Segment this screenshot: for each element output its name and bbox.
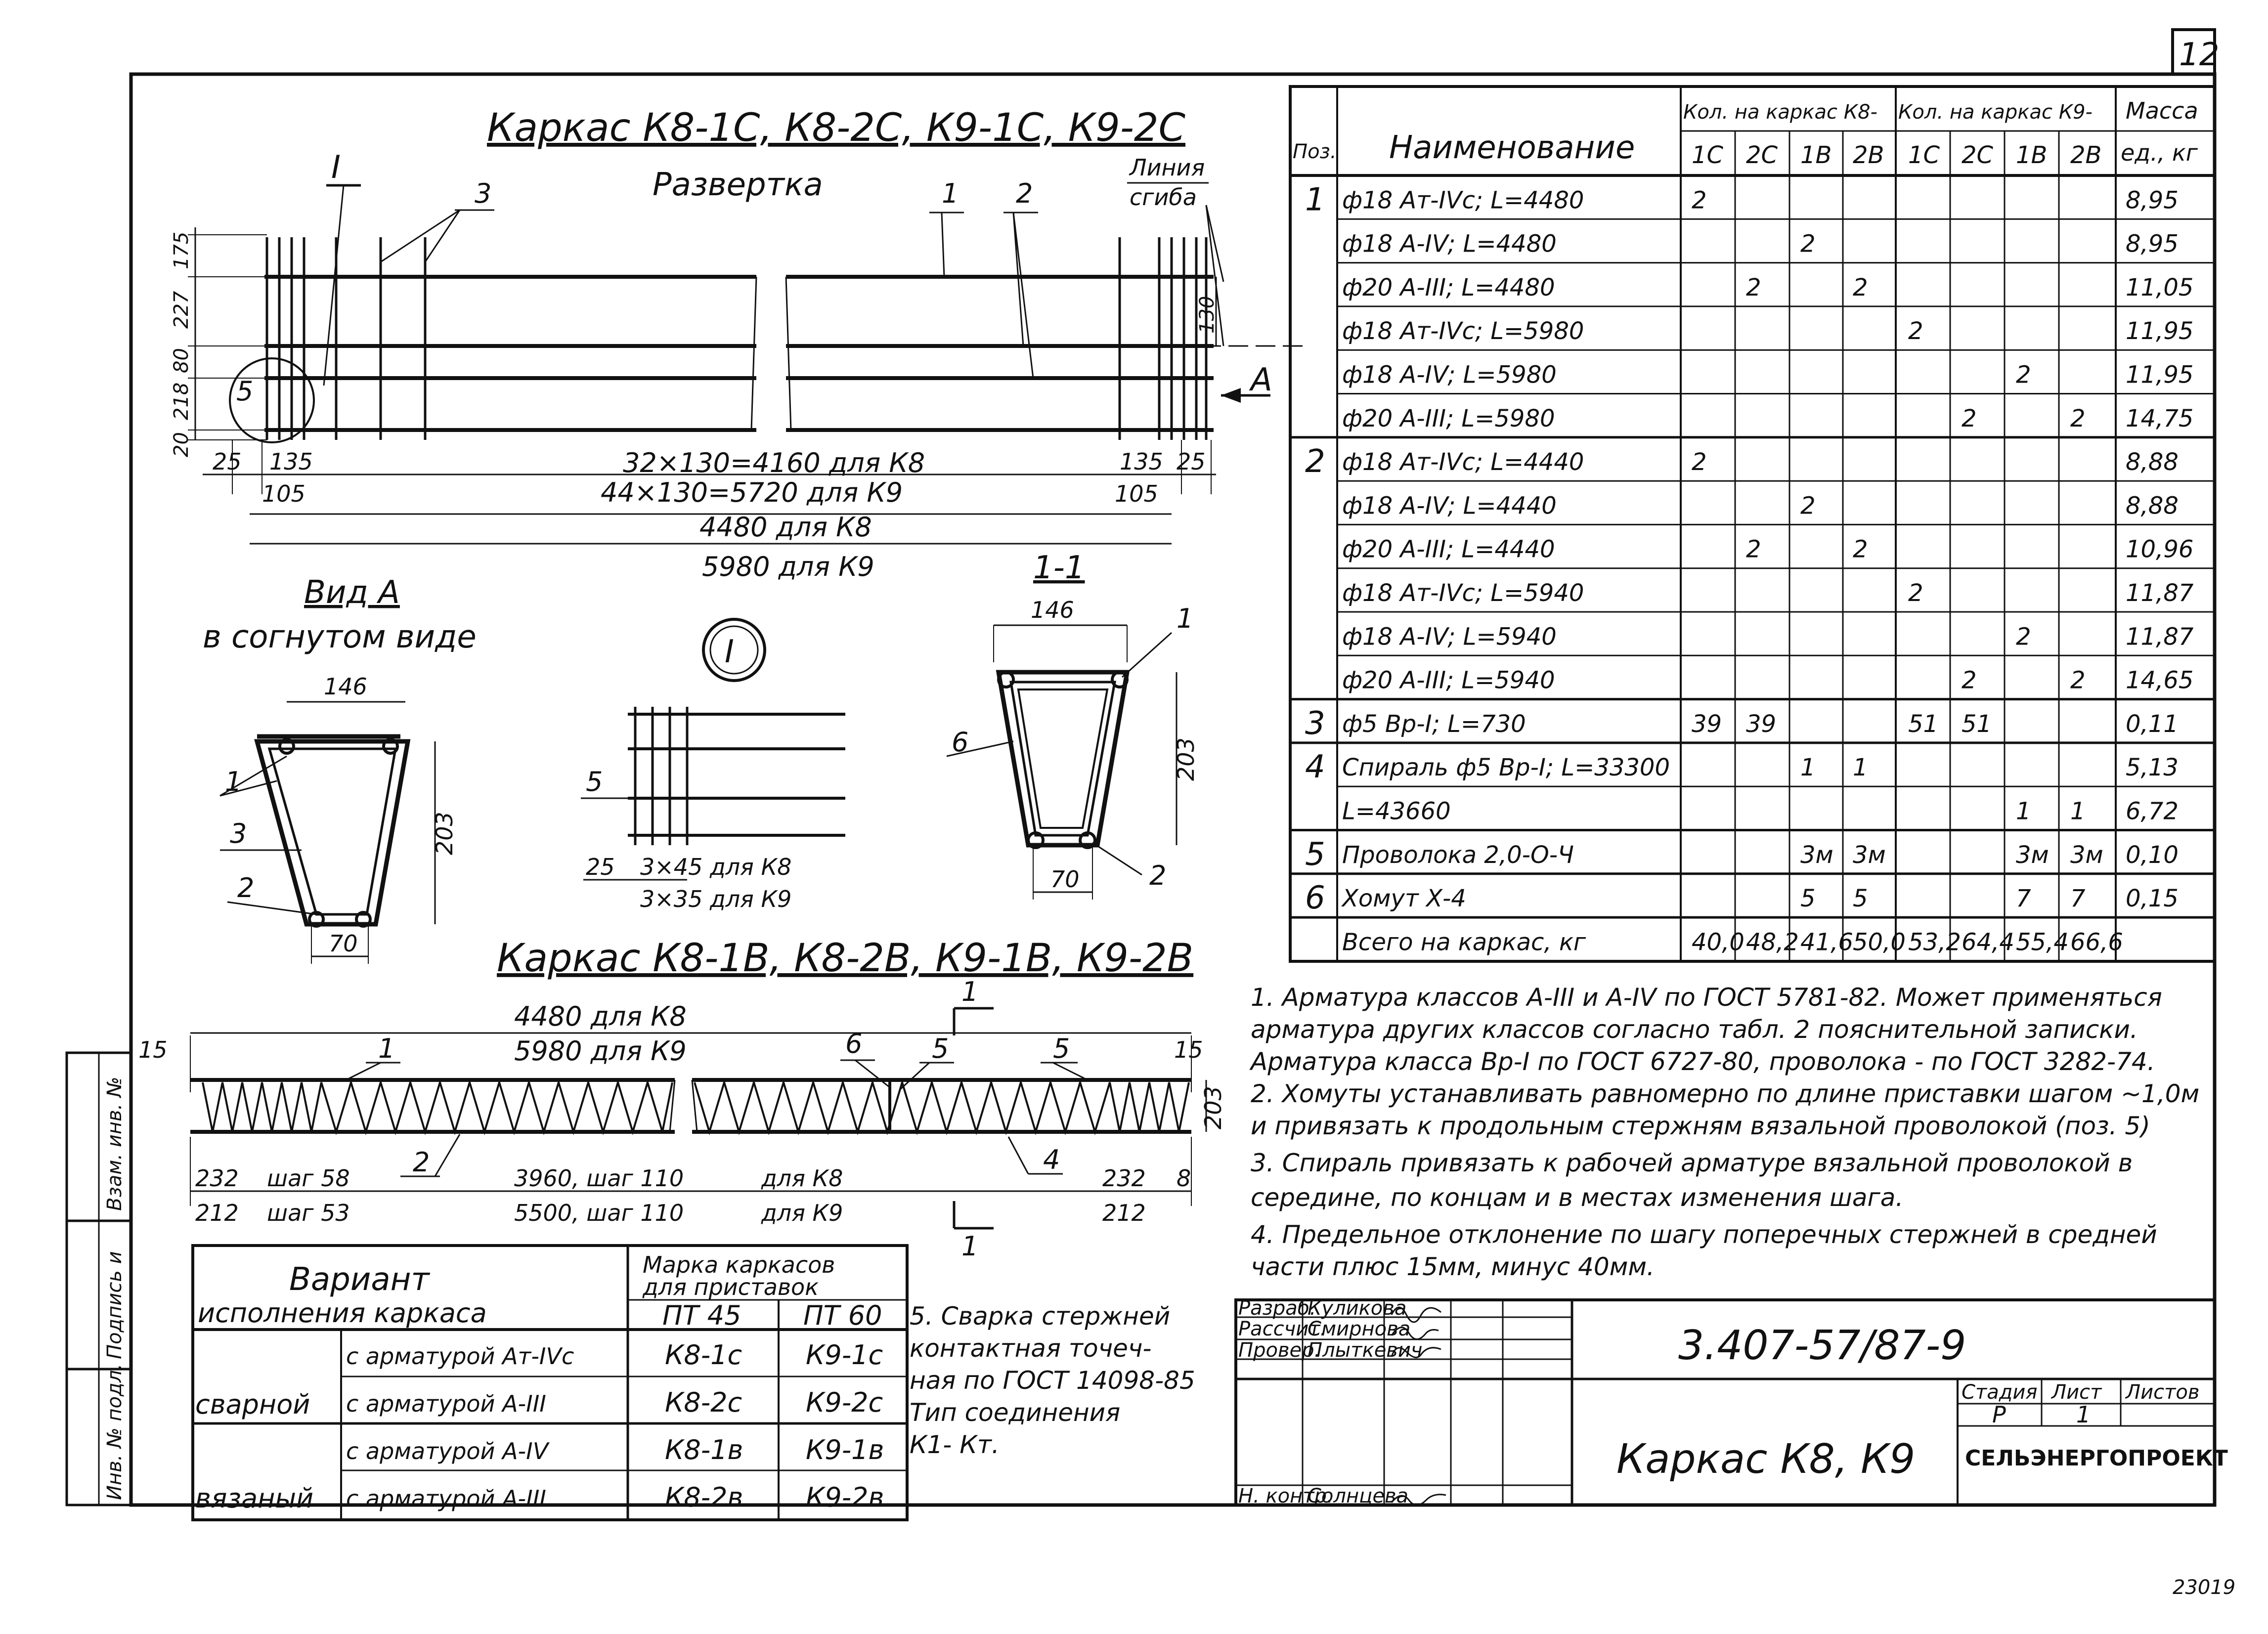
spiral-dim-8: 8 — [1177, 1165, 1191, 1192]
spec-pos: 4 — [1305, 749, 1325, 786]
variant-pt45: К8-1в — [665, 1434, 743, 1465]
spiral-label-5b: 5 — [1053, 1033, 1070, 1064]
dim-175: 175 — [170, 231, 193, 269]
spec-subheader: 1В — [2016, 141, 2048, 169]
variants-h-mark-1: Марка каркасов — [643, 1251, 835, 1278]
spec-qty: 2 — [2016, 623, 2031, 651]
variants-h-variant-2: исполнения каркаса — [198, 1297, 487, 1329]
spec-qty: 3м — [1800, 841, 1833, 869]
weld-line-5: К1- Кт. — [910, 1430, 1000, 1459]
margin-repl: Взам. инв. № — [103, 1076, 126, 1211]
spec-pos: 1 — [1305, 181, 1325, 218]
note-line-1: 1. Арматура классов А-III и А-IV по ГОСТ 5781-82. Может применяться — [1251, 983, 2162, 1012]
spec-mass: 8,88 — [2126, 448, 2179, 476]
bend-line-label-2: сгиба — [1130, 184, 1197, 211]
doc-title: Каркас К8, К9 — [1616, 1436, 1916, 1483]
len-k9: 5980 для К9 — [702, 551, 874, 582]
spec-name: ф18 А-IV; L=4480 — [1342, 230, 1557, 258]
leader-3: 3 — [475, 178, 492, 209]
variants-h-mark-2: для приставок — [643, 1274, 819, 1300]
variant-pt60: К9-2в — [806, 1482, 884, 1513]
spec-qty: 2 — [1962, 666, 1977, 694]
span-k8: 32×130=4160 для К8 — [623, 447, 925, 478]
notes — [1249, 983, 2199, 1281]
spec-qty: 2 — [1908, 579, 1923, 607]
dim-227: 227 — [170, 291, 193, 329]
leader-2: 2 — [1016, 178, 1033, 209]
spec-qty: 41,6 — [1800, 928, 1853, 956]
spec-qty: 51 — [1908, 710, 1939, 738]
dim-105-left: 105 — [262, 480, 305, 507]
spec-subheader: 2В — [1853, 141, 1884, 169]
variant-pt45: К8-2с — [665, 1387, 742, 1418]
spec-qty: 5 — [1800, 885, 1816, 913]
spec-name: ф20 А-III; L=5940 — [1342, 666, 1555, 694]
spec-qty: 64,4 — [1962, 928, 2014, 956]
dim-218: 218 — [170, 382, 193, 420]
stamp-role-2: Рассчит. — [1238, 1318, 1327, 1340]
view-a-dim-height: 203 — [431, 812, 458, 855]
dim-25-left: 25 — [213, 448, 242, 475]
spec-name: ф18 А-IV; L=4440 — [1342, 492, 1557, 520]
view-a-dim-top: 146 — [324, 673, 367, 700]
spiral-label-2: 2 — [413, 1147, 430, 1178]
section-11-label-6: 6 — [952, 727, 969, 758]
note-line-4: 2. Хомуты устанавливать равномерно по длине приставки шагом ~1,0м — [1251, 1079, 2200, 1108]
spec-qty: 5 — [1853, 885, 1868, 913]
stamp-role-3: Провер. — [1238, 1339, 1321, 1362]
spiral-row1-left: 232 — [195, 1165, 239, 1192]
variants-h-variant-1: Вариант — [289, 1261, 430, 1298]
spec-qty: 2 — [1746, 273, 1761, 301]
spec-pos: 2 — [1305, 443, 1325, 480]
spec-name: ф18 А-IV; L=5940 — [1342, 623, 1557, 651]
spiral-label-4: 4 — [1043, 1144, 1060, 1175]
note-line-7: середине, по концам и в местах изменения шага. — [1251, 1183, 1904, 1212]
spec-name: Хомут Х-4 — [1342, 885, 1466, 913]
spiral-row1-for: для К8 — [761, 1165, 843, 1192]
spec-name: Спираль ф5 Вр-I; L=33300 — [1342, 754, 1670, 782]
note-line-8: 4. Предельное отклонение по шагу поперечных стержней в средней — [1251, 1220, 2157, 1249]
spec-qty: 55,4 — [2016, 928, 2069, 956]
variants-h-pt60: ПТ 60 — [803, 1300, 882, 1331]
note-line-5: и привязать к продольным стержням вязальной проволокой (поз. 5) — [1251, 1112, 2150, 1140]
spec-row — [1342, 928, 2123, 956]
spiral-row2-right: 212 — [1102, 1200, 1146, 1226]
spec-subheader: 2В — [2070, 141, 2102, 169]
spec-qty: 3м — [2016, 841, 2049, 869]
node-I-label-5: 5 — [586, 766, 603, 797]
dim-130: 130 — [1196, 296, 1219, 334]
dim-105-right: 105 — [1115, 480, 1158, 507]
circle-5-label: 5 — [236, 376, 254, 407]
stamp-name-1: Куликова — [1308, 1297, 1407, 1320]
spec-qty: 2 — [1800, 230, 1816, 258]
variant-pt45: К8-1с — [665, 1339, 742, 1371]
span-k9: 44×130=5720 для К9 — [601, 477, 903, 508]
spec-mass: 0,15 — [2126, 885, 2179, 913]
spec-mass: 11,95 — [2126, 317, 2194, 345]
footer-number: 23019 — [2173, 1576, 2236, 1599]
stamp-sheets-h: Листов — [2126, 1381, 2200, 1404]
variant-type: с арматурой А-IV — [346, 1438, 549, 1464]
spec-mass: 6,72 — [2126, 797, 2179, 825]
spec-qty: 1 — [2016, 797, 2031, 825]
spec-qty: 66,6 — [2070, 928, 2123, 956]
weld-line-1: 5. Сварка стержней — [910, 1302, 1171, 1331]
spec-qty: 48,2 — [1746, 928, 1799, 956]
spiral-row1-mid: 3960, шаг 110 — [514, 1165, 684, 1192]
spiral-len-k9: 5980 для К9 — [514, 1035, 687, 1067]
spec-name: Проволока 2,0-О-Ч — [1342, 841, 1574, 869]
spiral-cut-mark-bottom: 1 — [961, 1231, 979, 1262]
spec-qty: 2 — [1962, 404, 1977, 432]
node-I-label: I — [725, 634, 734, 670]
spec-qty: 40,0 — [1692, 928, 1745, 956]
variant-type: с арматурой А-III — [346, 1390, 546, 1417]
section-11-label-2: 2 — [1149, 860, 1167, 891]
spec-subheader: 1С — [1908, 141, 1940, 169]
spec-qty: 3м — [2070, 841, 2103, 869]
sheet-number: 12 — [2179, 37, 2220, 73]
spec-mass: 11,95 — [2126, 361, 2194, 389]
spiral-row2-for: для К9 — [761, 1200, 843, 1226]
dim-25-right: 25 — [1177, 448, 1206, 475]
spec-subheader: 2С — [1962, 141, 1994, 169]
spec-pos: 6 — [1305, 880, 1325, 917]
spec-name: ф18 Ат-IVс; L=4440 — [1342, 448, 1584, 476]
spec-mass: 8,95 — [2126, 230, 2179, 258]
spiral-label-1: 1 — [378, 1033, 395, 1064]
spec-name: ф18 Ат-IVс; L=5940 — [1342, 579, 1584, 607]
spec-subheader: 1С — [1692, 141, 1724, 169]
view-a-title: Вид А — [304, 574, 400, 611]
spec-name: ф18 А-IV; L=5980 — [1342, 361, 1557, 389]
stamp-role-1: Разраб. — [1238, 1297, 1316, 1320]
variant-pt60: К9-1в — [806, 1434, 884, 1465]
view-a-label-3: 3 — [230, 818, 247, 849]
spec-qty: 2 — [2070, 666, 2086, 694]
spec-qty: 2 — [1908, 317, 1923, 345]
len-k8: 4480 для К8 — [699, 512, 872, 543]
stamp-name-2: Смирнова — [1308, 1318, 1411, 1340]
stamp-name-4: Солнцева — [1308, 1485, 1409, 1507]
stamp-sheet: 1 — [2076, 1401, 2091, 1428]
spec-qty: 7 — [2016, 885, 2031, 913]
spec-qty: 1 — [1853, 754, 1868, 782]
spec-qty: 39 — [1692, 710, 1722, 738]
view-a-label-2: 2 — [237, 872, 255, 903]
spec-mass: 5,13 — [2126, 754, 2179, 782]
spec-mass: 0,11 — [2126, 710, 2179, 738]
spiral-cut-mark-top: 1 — [961, 976, 979, 1007]
spiral-label-5a: 5 — [932, 1033, 949, 1064]
spec-qty: 2 — [1746, 535, 1761, 563]
view-a-subtitle: в согнутом виде — [203, 619, 477, 655]
spiral-len-k8: 4480 для К8 — [514, 1001, 687, 1032]
section-I-mark: I — [331, 149, 341, 186]
spec-qty: 1 — [1800, 754, 1816, 782]
unfold-subtitle: Развертка — [653, 167, 823, 203]
node-I-step-k8: 3×45 для К8 — [640, 854, 792, 880]
margin-inv: Инв. № подл. — [103, 1364, 126, 1500]
spec-mass: 8,95 — [2126, 186, 2179, 215]
spec-h-k8: Кол. на каркас К8- — [1683, 101, 1877, 124]
dim-80: 80 — [170, 348, 193, 373]
spiral-row1-step: шаг 58 — [267, 1165, 350, 1192]
spec-mass: 14,65 — [2126, 666, 2194, 694]
spiral-row2-mid: 5500, шаг 110 — [514, 1200, 684, 1226]
variant-type: с арматурой Ат-IVс — [346, 1343, 574, 1370]
weld-line-4: Тип соединения — [910, 1398, 1121, 1427]
stamp-org: СЕЛЬЭНЕРГОПРОЕКТ — [1965, 1446, 2228, 1471]
stamp-name-3: Плыткевич — [1308, 1339, 1423, 1362]
note-line-9: части плюс 15мм, минус 40мм. — [1251, 1252, 1655, 1281]
section-11-dim-bottom: 70 — [1050, 866, 1080, 893]
stamp-stage: Р — [1992, 1401, 2006, 1428]
spec-mass: 11,87 — [2126, 623, 2194, 651]
note-line-3: Арматура класса Вр-I по ГОСТ 6727-80, проволока - по ГОСТ 3282-74. — [1251, 1047, 2155, 1076]
spiral-dim-15-right: 15 — [1174, 1036, 1203, 1063]
variants-h-pt45: ПТ 45 — [662, 1300, 741, 1331]
spec-mass: 11,05 — [2126, 273, 2194, 301]
spec-qty: 2 — [2016, 361, 2031, 389]
spec-pos: 5 — [1305, 836, 1325, 873]
spec-qty: 3м — [1853, 841, 1886, 869]
node-I-step-k9: 3×35 для К9 — [640, 886, 792, 912]
spec-h-pos: Поз. — [1293, 140, 1337, 163]
view-a-dim-bottom: 70 — [329, 930, 358, 957]
stamp-role-4: Н. контр. — [1238, 1485, 1333, 1507]
dim-135-right: 135 — [1120, 448, 1163, 475]
spec-qty: 2 — [1692, 186, 1707, 215]
variant-pt60: К9-1с — [806, 1339, 883, 1371]
spec-h-unit: ед., кг — [2121, 139, 2198, 166]
section-11-dim-top: 146 — [1031, 597, 1074, 623]
spec-name: Всего на каркас, кг — [1342, 928, 1586, 956]
spec-mass: 10,96 — [2126, 535, 2194, 563]
variant-pt45: К8-2в — [665, 1482, 743, 1513]
section-11-title: 1-1 — [1033, 550, 1085, 586]
spiral-row1-right: 232 — [1102, 1165, 1146, 1192]
bend-line-label-1: Линия — [1130, 154, 1205, 181]
spiral-row2-left: 212 — [195, 1200, 239, 1226]
weld-line-2: контактная точеч- — [910, 1334, 1152, 1363]
view-a-label-1: 1 — [225, 766, 242, 797]
doc-code: 3.407-57/87-9 — [1678, 1322, 1966, 1369]
variant-pt60: К9-2с — [806, 1387, 883, 1418]
spec-mass: 14,75 — [2126, 404, 2194, 432]
spiral-label-6: 6 — [845, 1028, 863, 1059]
note-line-6: 3. Спираль привязать к рабочей арматуре вязальной проволокой в — [1251, 1149, 2133, 1177]
spec-qty: 1 — [2070, 797, 2086, 825]
spec-qty: 51 — [1962, 710, 1992, 738]
spec-name: ф5 Вр-I; L=730 — [1342, 710, 1526, 738]
spec-name: ф18 Ат-IVс; L=5980 — [1342, 317, 1584, 345]
spec-name: ф20 А-III; L=4440 — [1342, 535, 1555, 563]
spec-mass: 8,88 — [2126, 492, 2179, 520]
spiral-dim-15-left: 15 — [138, 1036, 168, 1063]
variants-group-tied: вязаный — [195, 1483, 314, 1514]
node-I-dim-25: 25 — [586, 854, 615, 880]
spec-name: L=43660 — [1342, 797, 1451, 825]
weld-line-3: ная по ГОСТ 14098-85 — [910, 1366, 1195, 1395]
spec-pos: 3 — [1305, 705, 1325, 742]
spec-qty: 39 — [1746, 710, 1777, 738]
spec-name: ф18 Ат-IVс; L=4480 — [1342, 186, 1584, 215]
dim-135-left: 135 — [269, 448, 313, 475]
spec-qty: 50,0 — [1853, 928, 1906, 956]
unfold-title: Каркас К8-1С, К8-2С, К9-1С, К9-2С — [487, 106, 1185, 150]
spec-qty: 53,2 — [1908, 928, 1961, 956]
stamp-sheet-h: Лист — [2051, 1381, 2102, 1404]
dim-20: 20 — [170, 432, 193, 457]
margin-sign: Подпись и — [103, 1251, 126, 1359]
spec-qty: 2 — [1692, 448, 1707, 476]
spec-qty: 2 — [1853, 535, 1868, 563]
section-11-dim-height: 203 — [1173, 737, 1199, 781]
spec-mass: 0,10 — [2126, 841, 2179, 869]
spec-mass: 11,87 — [2126, 579, 2194, 607]
spec-qty: 2 — [2070, 404, 2086, 432]
variants-group-welded: сварной — [195, 1389, 310, 1420]
spec-subheader: 1В — [1800, 141, 1832, 169]
variant-type: с арматурой А-III — [346, 1485, 546, 1512]
section-11-label-1: 1 — [1177, 603, 1194, 634]
spec-name: ф20 А-III; L=5980 — [1342, 404, 1555, 432]
stamp-stage-h: Стадия — [1962, 1381, 2038, 1404]
spiral-title: Каркас К8-1В, К8-2В, К9-1В, К9-2В — [497, 936, 1194, 981]
spiral-row2-step: шаг 53 — [267, 1200, 350, 1226]
spiral-dim-203: 203 — [1200, 1086, 1226, 1129]
leader-1: 1 — [942, 178, 959, 209]
spec-name: ф20 А-III; L=4480 — [1342, 273, 1555, 301]
spec-qty: 2 — [1800, 492, 1816, 520]
spec-qty: 7 — [2070, 885, 2086, 913]
spec-h-k9: Кол. на каркас К9- — [1898, 101, 2093, 124]
spec-h-name: Наименование — [1389, 129, 1635, 166]
spec-h-mass: Масса — [2126, 97, 2198, 124]
note-line-2: арматура других классов согласно табл. 2 пояснительной записки. — [1251, 1015, 2138, 1044]
spec-qty: 2 — [1853, 273, 1868, 301]
view-arrow-A: A — [1251, 362, 1272, 398]
spec-subheader: 2С — [1746, 141, 1778, 169]
